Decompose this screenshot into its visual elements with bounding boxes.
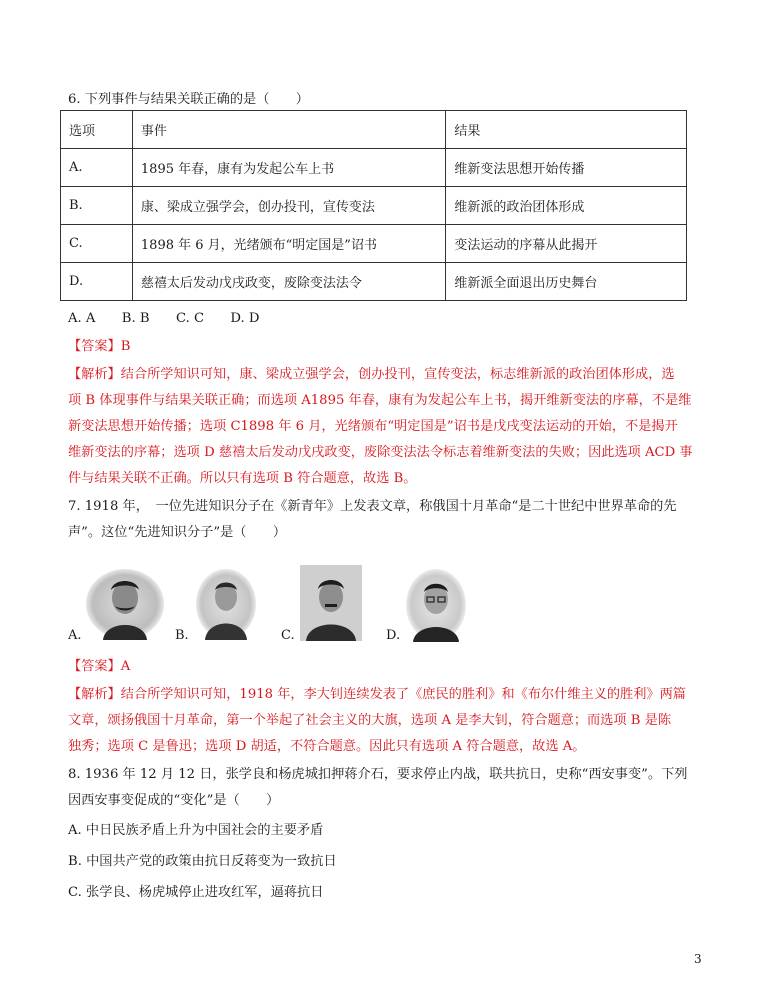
q8-stem-line: 因西安事变促成的“变化”是（ ） <box>68 793 280 808</box>
q7-answer <box>68 657 130 677</box>
q7-option-label: B. <box>175 628 189 643</box>
q8-option: B. 中国共产党的政策由抗日反蒋变为一致抗日 <box>68 854 337 869</box>
header-option: 选项 <box>61 111 133 149</box>
row-option: B. <box>61 187 133 225</box>
row-option: C. <box>61 225 133 263</box>
row-result: 维新变法思想开始传播 <box>446 149 687 187</box>
portrait-b-photo <box>195 568 257 640</box>
analysis-tag: 【解析】 <box>68 367 121 382</box>
q6-answer <box>68 337 130 357</box>
q6-analysis-line: 新变法思想开始传播；选项 C1898 年 6 月，光绪颁布“明定国是”诏书是戊戌变法运动的开始，不是揭开 <box>68 419 678 434</box>
analysis-tag: 【解析】 <box>68 687 121 702</box>
q7-stem-line: 声”。这位“先进知识分子”是（ ） <box>68 525 287 540</box>
answer-tag: 【答案】 <box>68 659 121 674</box>
q6-analysis-line: 维新变法的序幕；选项 D 慈禧太后发动戊戌政变，废除变法法令标志着维新变法的失败；因此选项 ACD 事 <box>68 445 693 460</box>
q6-analysis-line <box>68 365 675 385</box>
q8-option: C. 张学良、杨虎城停止进攻红军，逼蒋抗日 <box>68 885 324 900</box>
q8-stem-line: 8. 1936 年 12 月 12 日，张学良和杨虎城扣押蒋介石，要求停止内战，联共抗日，史称“西安事变”。下列 <box>68 767 688 782</box>
portrait-a-photo <box>85 568 165 640</box>
row-event: 1898 年 6 月，光绪颁布“明定国是”诏书 <box>132 225 445 263</box>
row-event: 康、梁成立强学会，创办投刊，宣传变法 <box>132 187 445 225</box>
q7-analysis-line: 文章，颂扬俄国十月革命，第一个举起了社会主义的大旗，选项 A 是李大钊，符合题意；而选项 B 是陈 <box>68 713 672 728</box>
row-event: 慈禧太后发动戊戌政变，废除变法法令 <box>132 263 445 301</box>
header-result: 结果 <box>446 111 687 149</box>
row-result: 维新派的政治团体形成 <box>446 187 687 225</box>
q7-option-label: C. <box>281 628 295 643</box>
answer-value: A <box>120 659 131 674</box>
answer-tag: 【答案】 <box>68 339 121 354</box>
q6-analysis-line: 项 B 体现事件与结果关联正确；而选项 A1895 年春，康有为发起公车上书，揭开维新变法的序幕，不是维 <box>68 393 692 408</box>
q7-option-label: A. <box>68 628 82 643</box>
row-option: A. <box>61 149 133 187</box>
q7-analysis-line <box>68 685 686 705</box>
analysis-text: 结合所学知识可知，1918 年，李大钊连续发表了《庶民的胜利》和《布尔什维主义的胜利》两篇 <box>120 687 686 702</box>
q6-choices: A. A B. B C. C D. D <box>68 311 260 326</box>
portrait-d-photo <box>405 568 467 642</box>
table-row <box>61 149 687 187</box>
q6-table <box>60 110 687 301</box>
q7-stem-line: 7. 1918 年， 一位先进知识分子在《新青年》上发表文章，称俄国十月革命“是二十世纪中世界革命的先 <box>68 499 677 514</box>
q6-analysis-line: 件与结果关联不正确。所以只有选项 B 符合题意，故选 B。 <box>68 471 417 486</box>
analysis-text: 结合所学知识可知，康、梁成立强学会，创办投刊，宣传变法，标志维新派的政治团体形成，选 <box>120 367 675 382</box>
portrait-c-photo <box>300 565 362 641</box>
answer-value: B <box>120 339 131 354</box>
table-row <box>61 225 687 263</box>
header-event: 事件 <box>132 111 445 149</box>
row-event: 1895 年春，康有为发起公车上书 <box>132 149 445 187</box>
q8-option: A. 中日民族矛盾上升为中国社会的主要矛盾 <box>68 823 324 838</box>
row-option: D. <box>61 263 133 301</box>
table-header-row <box>61 111 687 149</box>
row-result: 变法运动的序幕从此揭开 <box>446 225 687 263</box>
table-row <box>61 263 687 301</box>
q6-stem: 6. 下列事件与结果关联正确的是（ ） <box>68 92 309 107</box>
q7-analysis-line: 独秀；选项 C 是鲁迅；选项 D 胡适，不符合题意。因此只有选项 A 符合题意，故选 A。 <box>68 739 586 754</box>
table-row <box>61 187 687 225</box>
page-number: 3 <box>694 952 702 966</box>
q7-option-label: D. <box>386 628 401 643</box>
row-result: 维新派全面退出历史舞台 <box>446 263 687 301</box>
